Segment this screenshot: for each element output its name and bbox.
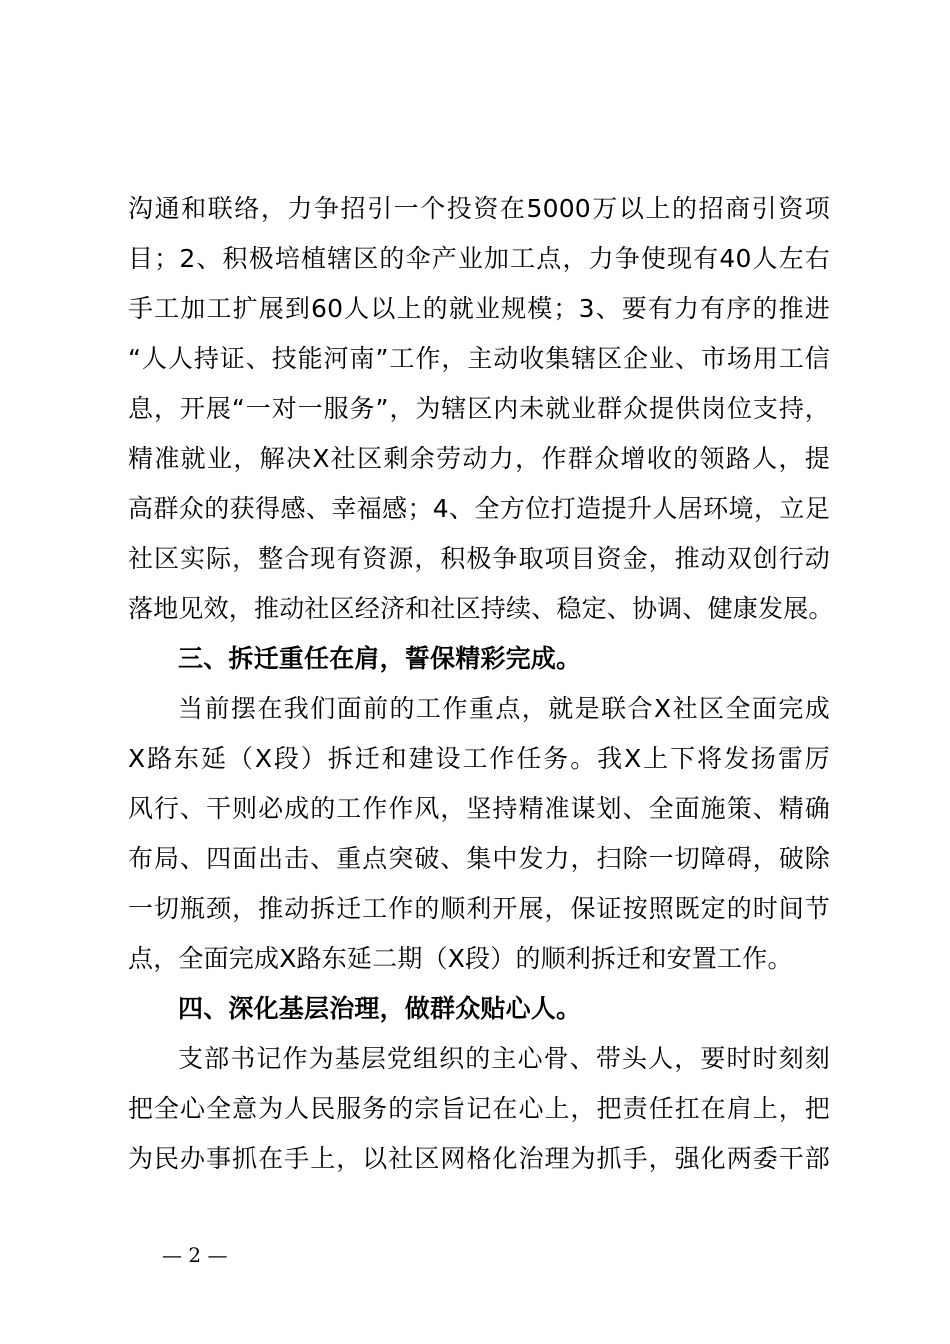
body-text-line: 点，全面完成X路东延二期（X段）的顺利拆迁和安置工作。 <box>128 944 793 973</box>
body-text-line: 社区实际，整合现有资源，积极争取项目资金，推动双创行动 <box>128 544 830 573</box>
body-text-line: 手工加工扩展到60人以上的就业规模；3、要有力有序的推进 <box>128 294 830 323</box>
body-text-line: 布局、四面出击、重点突破、集中发力，扫除一切障碍，破除 <box>128 844 830 873</box>
body-text-line: 当前摆在我们面前的工作重点，就是联合X社区全面完成 <box>178 694 830 723</box>
page-number: — 2 — <box>162 1243 228 1267</box>
section-heading-3: 三、拆迁重任在肩，誓保精彩完成。 <box>178 644 582 673</box>
body-text-line: 一切瓶颈，推动拆迁工作的顺利开展，保证按照既定的时间节 <box>128 894 830 923</box>
body-text-line: 风行、干则必成的工作作风，坚持精准谋划、全面施策、精确 <box>128 794 830 823</box>
body-text-line: 精准就业，解决X社区剩余劳动力，作群众增收的领路人，提 <box>128 444 830 473</box>
body-text-line: 息，开展“一对一服务”，为辖区内未就业群众提供岗位支持， <box>128 394 830 423</box>
body-text-line: 高群众的获得感、幸福感；4、全方位打造提升人居环境，立足 <box>128 494 830 523</box>
section-heading-4: 四、深化基层治理，做群众贴心人。 <box>178 994 582 1023</box>
body-text-line: 目；2、积极培植辖区的伞产业加工点，力争使现有40人左右 <box>128 244 830 273</box>
body-text-line: “人人持证、技能河南”工作，主动收集辖区企业、市场用工信 <box>128 344 830 373</box>
body-text-line: 支部书记作为基层党组织的主心骨、带头人，要时时刻刻 <box>178 1044 830 1073</box>
body-text-line: 落地见效，推动社区经济和社区持续、稳定、协调、健康发展。 <box>128 594 834 623</box>
body-text-line: 为民办事抓在手上，以社区网格化治理为抓手，强化两委干部 <box>128 1144 830 1173</box>
body-text-line: 沟通和联络，力争招引一个投资在5000万以上的招商引资项 <box>128 194 830 223</box>
body-text-line: X路东延（X段）拆迁和建设工作任务。我X上下将发扬雷厉 <box>128 744 830 773</box>
body-text-line: 把全心全意为人民服务的宗旨记在心上，把责任扛在肩上，把 <box>128 1094 830 1123</box>
